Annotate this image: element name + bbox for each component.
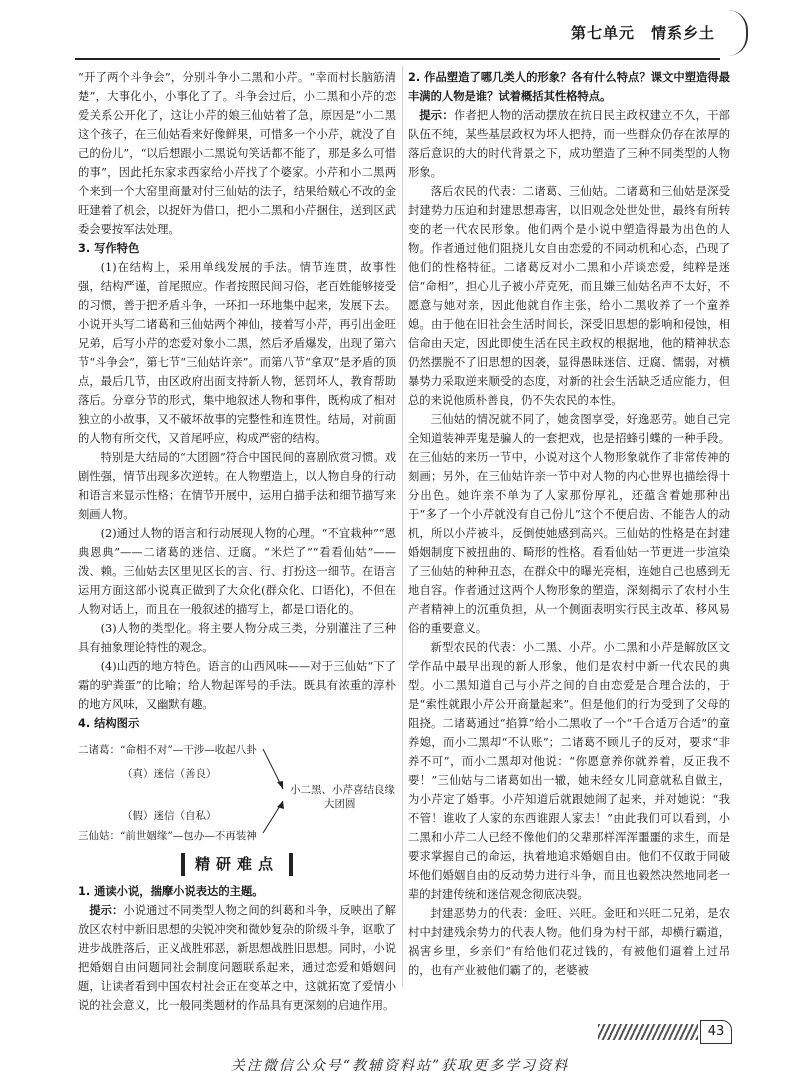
page-number-block <box>598 1020 732 1046</box>
question-2: 2. 作品塑造了哪几类人的形象？各有什么特点？课文中塑造得最丰满的人物是谁？试着概括其性格特点。 <box>408 71 730 103</box>
question-1: 1. 通读小说，揣摩小说表达的主题。 <box>78 885 264 898</box>
right-column <box>408 68 730 980</box>
answer-2-intro <box>408 106 730 182</box>
page-header <box>0 0 800 58</box>
hint-label: 提示： <box>89 904 124 917</box>
footer-note: 关注微信公众号“教辅资料站”获取更多学习资料 <box>230 1058 570 1074</box>
diagram-outcome: 小二黑、小芹喜结良缘 <box>290 784 395 796</box>
page-number-hatch-decoration <box>598 1024 698 1040</box>
structure-diagram <box>78 737 396 845</box>
header-rule <box>75 58 720 60</box>
page-number: 43 <box>700 1020 732 1044</box>
section-title-banner <box>78 853 396 876</box>
section-heading-structure-diagram: 4. 结构图示 <box>78 717 140 730</box>
diagram-erzhuge-line: 二诸葛：“命相不对”—干涉—收起八卦 <box>78 744 257 756</box>
paragraph: (3)人物的类型化。将主要人物分成三类，分别灌注了三种具有抽象理论特性的观念。 <box>78 622 396 654</box>
section-title-text: 精研难点 <box>181 853 293 876</box>
arrow-head-bottom <box>277 801 284 809</box>
answer-2-intro-text: 作者把人物的活动摆放在抗日民主政权建立不久，干部队伍不纯，某些基层政权为坏人把持，而一些群众仍存在浓厚的落后意识的大的时代背景之下，成功塑造了三种不同类型的人物形象。 <box>408 109 730 179</box>
paragraph: (1)在结构上，采用单线发展的手法。情节连贯，故事性强，结构严谨，首尾照应。作者按照民间习俗，老百姓能够接受的习惯，善于把矛盾斗争，一环扣一环地集中起来，发展下去。小说开头写二诸葛和三仙姑两个神仙，接着写小芹，再引出金旺兄弟，后写小芹的恋爱对象小二黑，然后矛盾爆发，出现了第六节“斗争会”，第七节“三仙姑许亲”。而第八节“拿双”是矛盾的顶点，最后几节，由区政府出面支持新人物，惩罚坏人，教育帮助落后。分章分节的形式，集中地叙述人物和事件，既构成了相对独立的小故事，又不破坏故事的完整性和连贯性。结局，对前面的人物有所交代，又首尾呼应，构成严密的结构。 <box>78 261 396 445</box>
unit-title: 第七单元 情系乡土 <box>570 24 715 42</box>
left-column <box>78 68 396 1015</box>
diagram-true-superstition: （真）迷信（善良） <box>122 768 217 780</box>
diagram-sanxiangu-line: 三仙姑：“前世姻缘”—包办—不再装神 <box>78 830 257 842</box>
paragraph: 封建恶势力的代表：金旺、兴旺。金旺和兴旺二兄弟，是农村中封建残余势力的代表人物。他们身为村干部，却横行霸道，祸害乡里，乡亲们“有给他们花过钱的，有被他们逼着上过吊的，也有产业被他们霸了的，老婆被 <box>408 907 730 977</box>
answer-1 <box>78 901 396 1015</box>
paragraph: 三仙姑的情况就不同了，她贪图享受，好逸恶劳。她自己完全知道装神弄鬼是骗人的一套把戏，也是招蜂引蝶的一种手段。在三仙姑的来历一节中，小说对这个人物形象就作了非常传神的刻画；另外，在三仙姑许亲一节中对人物的内心世界也描绘得十分出色。她许亲不单为了人家那份厚礼，还蕴含着她那种出于“多了一个小芹就没有自己份儿”这个不便启齿、不能告人的动机，所以小芹被斗，反倒使她感到高兴。三仙姑的性格是在封建婚姻制度下被扭曲的、畸形的性格。看看仙姑一节更进一步渲染了三仙姑的种种丑态，在群众中的曝光亮相，连她自己也感到无地自容。作者通过这两个人物形象的塑造，深刻揭示了农村小生产者精神上的沉重负担，从一个侧面表明实行民主改革、移风易俗的重要意义。 <box>408 413 730 635</box>
section-heading-writing-features: 3. 写作特色 <box>78 242 140 255</box>
paragraph: “开了两个斗争会”，分别斗争小二黑和小芹。“幸而村长脑筋清楚”，大事化小，小事化了了。斗争会过后，小二黑和小芹的恋爱关系公开化了，这让小芹的娘三仙姑着了急，原因是“小二黑这个孩子，在三仙姑看来好像鲜果，可惜多一个小芹，就没了自己的份儿”，“以后想跟小二黑说句笑话都不能了，那是多么可惜的事”，因此托东家求西家给小芹找了个婆家。小芹和小二黑两个来到一个大窑里商量对付三仙姑的法子，结果给贼心不改的金旺建着了机会，以捉奸为借口，把小二黑和小芹捆住，送到区武委会要按军法处理。 <box>78 71 396 236</box>
arrow-head-top <box>277 781 283 789</box>
header-bracket-decoration <box>728 10 748 56</box>
paragraph: (4)山西的地方特色。语言的山西风味——对于三仙姑“下了霜的驴粪蛋”的比喻；给人物起诨号的手法。既具有浓重的淳朴的地方风味，又幽默有趣。 <box>78 660 396 711</box>
paragraph: 新型农民的代表：小二黑、小芹。小二黑和小芹是解放区文学作品中最早出现的新人形象，他们是农村中新一代农民的典型。小二黑知道自己与小芹之间的自由恋爱是合理合法的，于是“索性就跟小芹公开商量起来”。但是他们的行为受到了父母的阻挠。二诸葛通过“掐算”给小二黑收了一个“千合适万合适”的童养媳，而小二黑却“不认账”；二诸葛不顾儿子的反对，要求“非养不可”，而小二黑却对他说：“你愿意养你就养着，反正我不要！”三仙姑与二诸葛如出一辙，她未经女儿同意就私自做主，为小芹定了婚事。小芹知道后就跟她闹了起来，并对她说：“我不管！谁收了人家的东西谁跟人家去！”由此我们可以看到，小二黑和小芹二人已经不像他们的父辈那样浑浑噩噩的求生，而是要求掌握自己的命运，执着地追求婚姻自由。他们不仅敢于同破坏他们婚姻自由的反动势力进行斗争，而且也毅然决然地同老一辈的封建传统和迷信观念彻底决裂。 <box>408 641 730 901</box>
paragraph: 特别是大结局的“大团圆”符合中国民间的喜剧欣赏习惯。戏剧性强，情节出现多次逆转。在人物塑造上，以人物自身的行动和语言来显示性格；在情节开展中，运用白描手法和细节描写来刻画人物。 <box>78 451 396 521</box>
diagram-reunion: 大团圆 <box>324 798 356 810</box>
answer-1-text: 小说通过不同类型人物之间的纠葛和斗争，反映出了解放区农村中新旧思想的尖锐冲突和微妙复杂的阶级斗争，讴歌了进步战胜落后，正义战胜邪恶，新思想战胜旧思想。同时，小说把婚姻自由问题同社会制度问题联系起来，通过恋爱和婚姻问题，让读者看到中国农村社会正在变革之中，这就拓宽了爱情小说的社会意义，比一般同类题材的作品具有更深刻的启迪作用。 <box>78 904 396 1012</box>
diagram-false-superstition: （假）迷信（自私） <box>122 810 217 822</box>
hint-label: 提示： <box>419 109 454 122</box>
column-divider <box>402 66 403 986</box>
paragraph: 落后农民的代表：二诸葛、三仙姑。二诸葛和三仙姑是深受封建势力压迫和封建思想毒害，以旧观念处世处世，最终有所转变的老一代农民形象。他们两个是小说中塑造得最为出色的人物。作者通过他们阻挠儿女自由恋爱的不同动机和心态，凸现了他们的性格特征。二诸葛反对小二黑和小芹谈恋爱，纯粹是迷信“命相”，担心儿子被小芹克死，而且嫌三仙姑名声不太好，不愿意与她对亲，因此他就自作主张，给小二黑收养了一个童养媳。由于他在旧社会生活时间长，深受旧思想的影响和侵蚀，相信命由天定，因此即使生活在民主政权的根据地，他的精神状态仍然摆脱不了旧思想的因袭，显得愚昧迷信、迂腐、懦弱，对横暴势力采取逆来顺受的态度，对新的社会生活缺乏适应能力，但总的来说他质朴善良，仍不失农民的本性。 <box>408 185 730 407</box>
paragraph: (2)通过人物的语言和行动展现人物的心理。“不宜栽种”“恩典恩典”——二诸葛的迷信、迂腐。“米烂了”“看看仙姑”——泼、赖。三仙姑去区里见区长的言、行、打扮这一细节。在语言运用方面这部小说真正做到了大众化(群众化、口语化)，不但在人物对话上，而且在一般叙述的描写上，都是口语化的。 <box>78 527 396 616</box>
